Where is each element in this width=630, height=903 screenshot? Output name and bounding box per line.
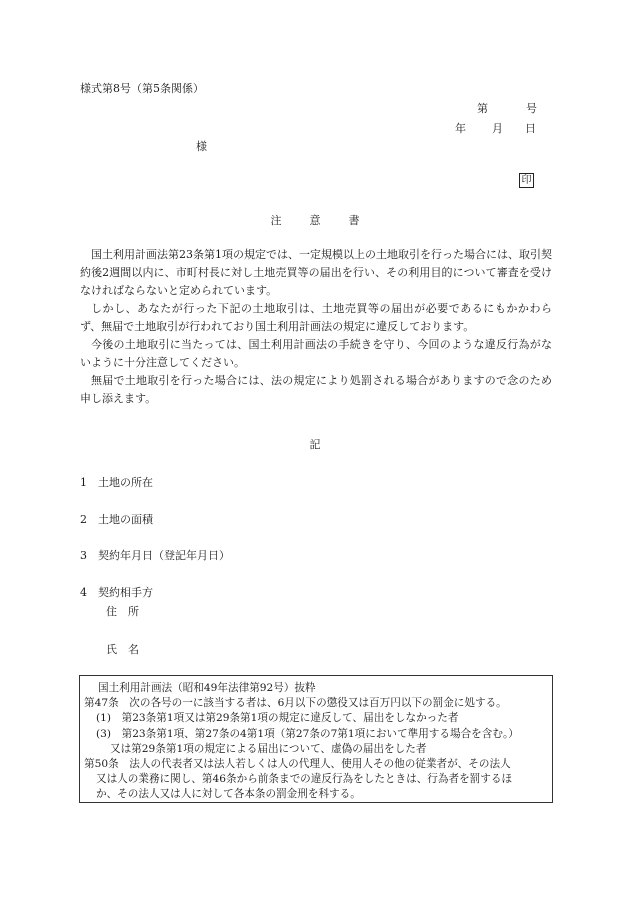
body-paragraph: 国土利用計画法第23条第1項の規定では、一定規模以上の土地取引を行った場合には、取引契約後2週間以内に、市町村長に対し土地売買等の届出を行い、その利用目的について審査を受けなければならないと定められています。 — [80, 248, 552, 297]
item-label: 土地の面積 — [98, 513, 153, 526]
law-excerpt-title: 国土利用計画法（昭和49年法律第92号）抜粋 — [98, 682, 316, 694]
list-item — [80, 584, 153, 600]
law-article: 第50条 法人の代表者又は法人若しくは人の代理人、使用人その他の従業者が、その法人 — [84, 758, 511, 771]
seal-stamp: 印 — [519, 173, 534, 188]
ki-heading: 記 — [309, 438, 321, 451]
body-paragraph: しかし、あなたが行った下記の土地取引は、土地売買等の届出が必要であるにもかかわらず、無届で土地取引が行われており国土利用計画法の規定に違反しております。 — [80, 302, 552, 333]
date-row — [455, 120, 536, 136]
item-label: 契約年月日（登記年月日） — [98, 549, 230, 562]
document-number-row — [477, 100, 537, 116]
form-number-label: 様式第8号（第5条関係） — [80, 82, 204, 95]
law-clause-continued: 又は第29条第1項の規定による届出について、虚偽の届出をした者 — [110, 742, 427, 755]
item-label: 契約相手方 — [98, 586, 153, 599]
item-label: 土地の所在 — [98, 476, 153, 489]
date-year: 年 — [455, 122, 466, 135]
law-excerpt-box — [79, 675, 553, 803]
number-prefix: 第 — [477, 102, 488, 115]
law-article-continued: 又は人の業務に関し、第46条から前条までの違反行為をしたときは、行為者を罰するほ — [96, 773, 513, 786]
item-number: 4 — [80, 586, 87, 599]
date-month: 月 — [492, 122, 503, 135]
date-day: 日 — [525, 122, 536, 135]
sub-item-address: 住 所 — [106, 605, 139, 618]
addressee-suffix: 様 — [196, 140, 207, 153]
law-article-continued: か、その法人又は人に対して各本条の罰金刑を科する。 — [96, 788, 361, 801]
list-item — [80, 511, 153, 527]
law-clause: (1) 第23条第1項又は第29条第1項の規定に違反して、届出をしなかった者 — [96, 712, 459, 725]
law-article: 第47条 次の各号の一に該当する者は、6月以下の懲役又は百万円以下の罰金に処する。 — [84, 697, 507, 710]
body-paragraph: 無届で土地取引を行った場合には、法の規定により処罰される場合がありますので念のため申し添えます。 — [80, 374, 552, 405]
document-title: 注意書 — [270, 214, 388, 227]
number-suffix: 号 — [526, 102, 537, 115]
item-number: 1 — [80, 476, 87, 489]
body-paragraph: 今後の土地取引に当たっては、国土利用計画法の手続きを守り、今回のような違反行為がないように十分注意してください。 — [80, 338, 552, 369]
item-number: 2 — [80, 513, 87, 526]
law-clause: (3) 第23条第1項、第27条の4第1項（第27条の7第1項において準用する場合を含む。） — [96, 727, 519, 740]
list-item — [80, 474, 153, 490]
list-item — [80, 547, 230, 563]
item-number: 3 — [80, 549, 87, 562]
sub-item-name: 氏 名 — [106, 643, 139, 656]
notice-body — [80, 246, 552, 408]
